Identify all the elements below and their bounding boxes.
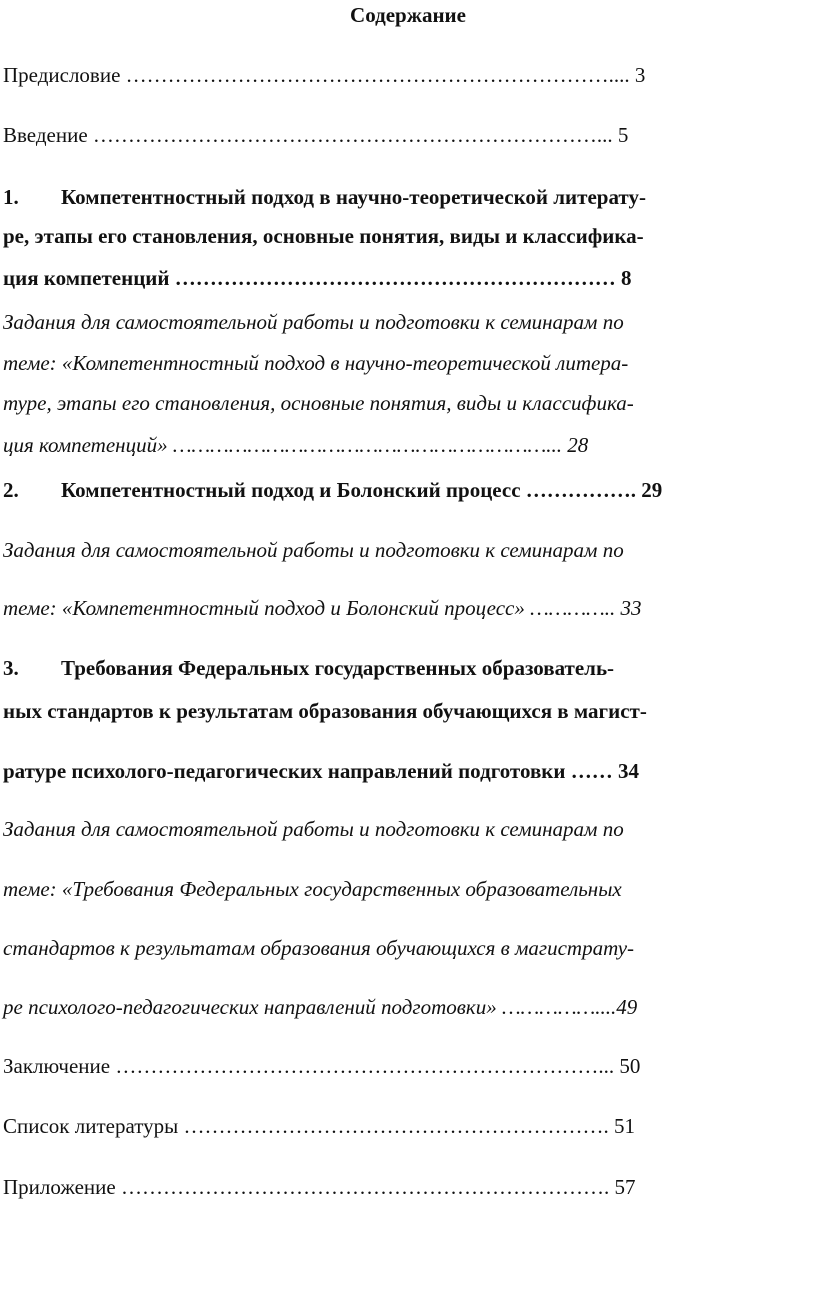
toc-entry-text: ных стандартов к результатам образования обучающихся в магист- xyxy=(3,699,647,723)
toc-line xyxy=(3,595,642,621)
toc-line xyxy=(3,1053,640,1079)
section-number: 3. xyxy=(3,656,19,680)
toc-line xyxy=(3,309,624,335)
toc-entry-text: Введение ………………………………………………………………... 5 xyxy=(3,123,629,147)
toc-entry-text: Компетентностный подход и Болонский процесс ……………. 29 xyxy=(61,478,663,502)
toc-line xyxy=(3,1174,635,1200)
toc-line xyxy=(3,62,645,88)
toc-entry-text: теме: «Компетентностный подход в научно-теоретической литера- xyxy=(3,351,629,375)
toc-entry-text: Задания для самостоятельной работы и подготовки к семинарам по xyxy=(3,310,624,334)
toc-entry-text: ция компетенций» ……………………………………………………... 28 xyxy=(3,433,589,457)
toc-line xyxy=(3,122,628,148)
section-number: 2. xyxy=(3,478,19,502)
toc-line xyxy=(3,537,624,563)
toc-entry-text: Задания для самостоятельной работы и подготовки к семинарам по xyxy=(3,817,624,841)
toc-entry-text: ция компетенций ……………………………………………………… 8 xyxy=(3,266,632,290)
toc-entry-text: Заключение ……………………………………………………………... 50 xyxy=(3,1054,641,1078)
toc-line xyxy=(3,816,624,842)
toc-entry-text: ратуре психолого-педагогических направлений подготовки …… 34 xyxy=(3,759,639,783)
toc-entry-text: туре, этапы его становления, основные понятия, виды и классифика- xyxy=(3,391,634,415)
toc-line xyxy=(3,655,614,681)
toc-line xyxy=(3,223,644,249)
toc-entry-text: ре, этапы его становления, основные понятия, виды и классифика- xyxy=(3,224,644,248)
toc-entry-text: Предисловие …………………………………………………………….... 3 xyxy=(3,63,646,87)
toc-entry-text: теме: «Компетентностный подход и Болонский процесс» ………….. 33 xyxy=(3,596,642,620)
section-number: 1. xyxy=(3,185,19,209)
toc-entry-text: стандартов к результатам образования обучающихся в магистрату- xyxy=(3,936,635,960)
toc-line xyxy=(3,994,637,1020)
toc-line xyxy=(3,477,662,503)
toc-line xyxy=(3,350,628,376)
toc-title: Содержание xyxy=(350,3,466,27)
toc-entry-text: Требования Федеральных государственных образователь- xyxy=(61,656,615,680)
toc-line xyxy=(3,935,634,961)
toc-line xyxy=(3,698,647,724)
toc-line xyxy=(3,876,622,902)
toc-entry-text: теме: «Требования Федеральных государственных образовательных xyxy=(3,877,622,901)
toc-line xyxy=(3,184,646,210)
toc-line xyxy=(3,390,634,416)
toc-entry-text: ре психолого-педагогических направлений подготовки» ……………....49 xyxy=(3,995,638,1019)
toc-entry-text: Список литературы ……………………………………………………. 51 xyxy=(3,1114,636,1138)
toc-line xyxy=(3,758,639,784)
toc-entry-text: Компетентностный подход в научно-теоретической литерату- xyxy=(61,185,646,209)
toc-line xyxy=(3,265,632,291)
toc-line xyxy=(3,1113,635,1139)
toc-entry-text: Задания для самостоятельной работы и подготовки к семинарам по xyxy=(3,538,624,562)
toc-entry-text: Приложение ……………………………………………………………. 57 xyxy=(3,1175,636,1199)
toc-line xyxy=(3,432,588,458)
